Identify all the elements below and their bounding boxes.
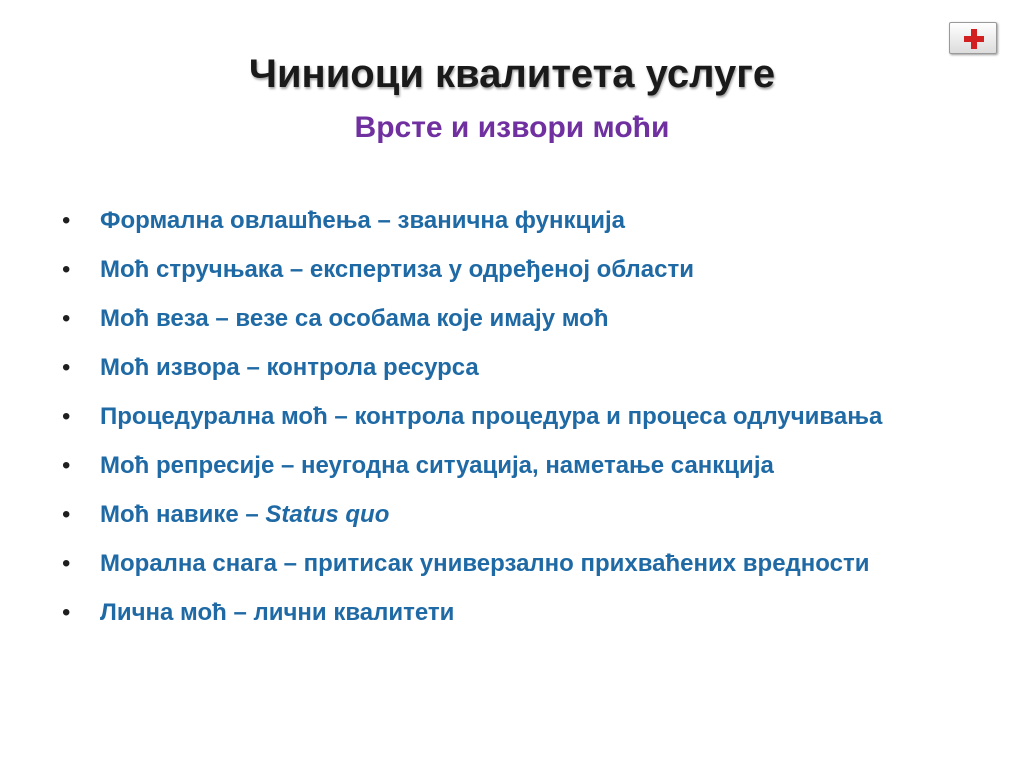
list-item <box>58 548 978 579</box>
bullet-dot-icon: • <box>62 256 71 283</box>
red-cross-icon <box>963 28 985 50</box>
list-item-italic-text: Status quo <box>265 501 390 528</box>
list-item-text: Моћ извора – контрола ресурса <box>100 354 479 381</box>
list-item-text: Формална овлашћења – званична функција <box>100 207 625 234</box>
bullet-dot-icon: • <box>62 599 71 626</box>
bullet-dot-icon: • <box>62 550 71 577</box>
list-item-text: Лична моћ – лични квалитети <box>100 599 455 626</box>
list-item-text: Процедурална моћ – контрола процедура и процеса одлучивања <box>100 403 883 430</box>
list-item <box>58 205 978 236</box>
bullet-dot-icon: • <box>62 403 71 430</box>
list-item <box>58 303 978 334</box>
list-item-text: Моћ веза – везе са особама које имају моћ <box>100 305 609 332</box>
bullet-list <box>58 205 978 646</box>
slide-title: Чиниоци квалитета услуге <box>248 52 776 96</box>
list-item-text: Моћ репресије – неугодна ситуација, наметање санкција <box>100 452 774 479</box>
bullet-dot-icon: • <box>62 305 71 332</box>
list-item <box>58 597 978 628</box>
list-item-text: Моћ стручњака – експертиза у одређеној области <box>100 256 694 283</box>
list-item <box>58 254 978 285</box>
list-item <box>58 450 978 481</box>
list-item <box>58 499 978 530</box>
list-item-text: Моћ навике – <box>100 501 266 528</box>
list-item <box>58 352 978 383</box>
bullet-dot-icon: • <box>62 452 71 479</box>
list-item-text: Морална снага – притисак универзално прихваћених вредности <box>100 550 870 577</box>
slide-subtitle: Врсте и извори моћи <box>354 111 670 144</box>
bullet-dot-icon: • <box>62 501 71 528</box>
bullet-dot-icon: • <box>62 207 71 234</box>
bullet-dot-icon: • <box>62 354 71 381</box>
list-item <box>58 401 978 432</box>
